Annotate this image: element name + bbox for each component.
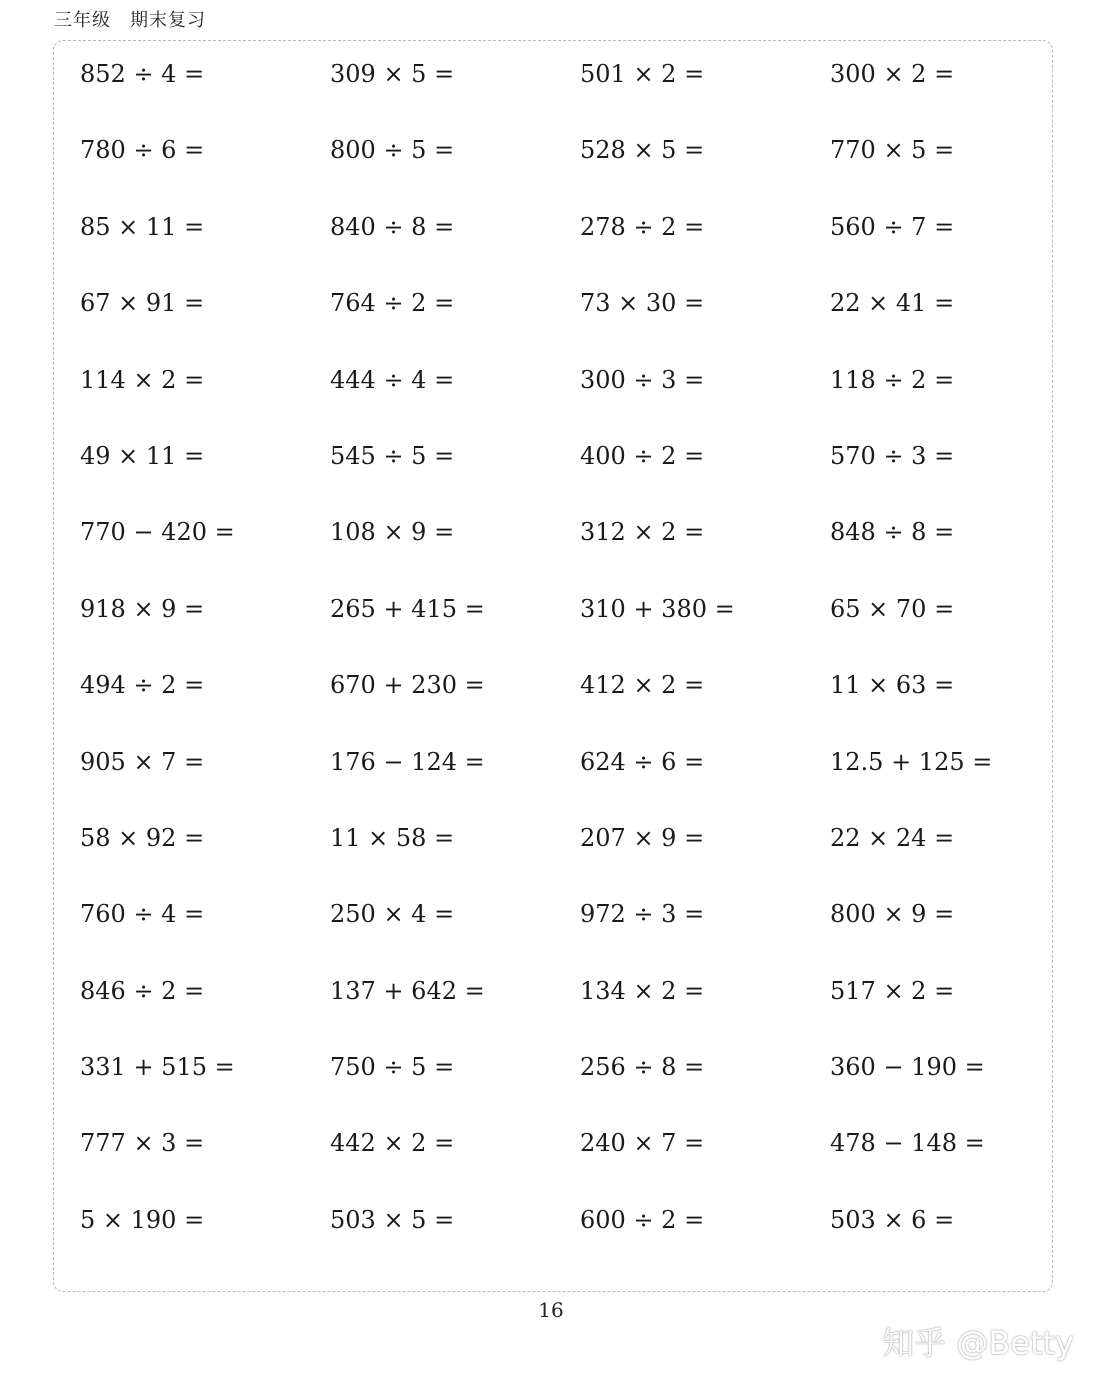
math-problem: 918 × 9 = [80, 594, 205, 623]
math-problem: 11 × 63 = [830, 671, 955, 700]
math-problem: 777 × 3 = [80, 1129, 205, 1158]
math-problem: 972 ÷ 3 = [580, 900, 705, 929]
math-problem: 770 × 5 = [830, 136, 955, 165]
math-problem: 848 ÷ 8 = [830, 518, 955, 547]
math-problem: 800 × 9 = [830, 900, 955, 929]
page-header-title: 三年级 期末复习 [54, 10, 206, 31]
math-problem: 545 ÷ 5 = [330, 441, 455, 470]
math-problem: 309 × 5 = [330, 60, 455, 88]
math-problem: 176 − 124 = [330, 747, 485, 776]
math-problem: 22 × 41 = [830, 289, 955, 318]
math-problem: 444 ÷ 4 = [330, 365, 455, 394]
math-problem: 600 ÷ 2 = [580, 1205, 705, 1234]
math-problem: 67 × 91 = [80, 289, 205, 318]
math-problem: 137 + 642 = [330, 976, 485, 1005]
math-problem: 494 ÷ 2 = [80, 671, 205, 700]
problem-grid [80, 55, 1040, 1277]
math-problem: 560 ÷ 7 = [830, 212, 955, 241]
math-problem: 12.5 + 125 = [830, 747, 993, 776]
math-problem: 207 × 9 = [580, 823, 705, 852]
math-problem: 265 + 415 = [330, 594, 485, 623]
math-problem: 85 × 11 = [80, 212, 205, 241]
math-problem: 528 × 5 = [580, 136, 705, 165]
math-problem: 310 + 380 = [580, 594, 735, 623]
math-problem: 58 × 92 = [80, 823, 205, 852]
math-problem: 300 ÷ 3 = [580, 365, 705, 394]
math-problem: 73 × 30 = [580, 289, 705, 318]
math-problem: 300 × 2 = [830, 60, 955, 88]
math-problem: 800 ÷ 5 = [330, 136, 455, 165]
math-problem: 49 × 11 = [80, 441, 205, 470]
math-problem: 846 ÷ 2 = [80, 976, 205, 1005]
math-problem: 108 × 9 = [330, 518, 455, 547]
page-number: 16 [538, 1298, 564, 1322]
math-problem: 442 × 2 = [330, 1129, 455, 1158]
math-problem: 278 ÷ 2 = [580, 212, 705, 241]
math-problem: 570 ÷ 3 = [830, 441, 955, 470]
problem-box [53, 40, 1053, 1292]
math-problem: 11 × 58 = [330, 823, 455, 852]
math-problem: 250 × 4 = [330, 900, 455, 929]
math-problem: 780 ÷ 6 = [80, 136, 205, 165]
math-problem: 840 ÷ 8 = [330, 212, 455, 241]
math-problem: 670 + 230 = [330, 671, 485, 700]
math-problem: 240 × 7 = [580, 1129, 705, 1158]
math-problem: 331 + 515 = [80, 1053, 235, 1082]
math-problem: 400 ÷ 2 = [580, 441, 705, 470]
math-problem: 501 × 2 = [580, 60, 705, 88]
math-problem: 114 × 2 = [80, 365, 205, 394]
math-problem: 503 × 5 = [330, 1205, 455, 1234]
math-problem: 764 ÷ 2 = [330, 289, 455, 318]
math-problem: 256 ÷ 8 = [580, 1053, 705, 1082]
math-problem: 360 − 190 = [830, 1053, 985, 1082]
math-problem: 624 ÷ 6 = [580, 747, 705, 776]
math-problem: 852 ÷ 4 = [80, 60, 205, 88]
watermark: 知乎 @Betty [882, 1324, 1074, 1362]
math-problem: 760 ÷ 4 = [80, 900, 205, 929]
math-problem: 22 × 24 = [830, 823, 955, 852]
math-problem: 134 × 2 = [580, 976, 705, 1005]
math-problem: 503 × 6 = [830, 1205, 955, 1234]
math-problem: 770 − 420 = [80, 518, 235, 547]
math-problem: 478 − 148 = [830, 1129, 985, 1158]
math-problem: 750 ÷ 5 = [330, 1053, 455, 1082]
math-problem: 905 × 7 = [80, 747, 205, 776]
math-problem: 312 × 2 = [580, 518, 705, 547]
math-problem: 5 × 190 = [80, 1205, 205, 1234]
math-problem: 412 × 2 = [580, 671, 705, 700]
math-problem: 517 × 2 = [830, 976, 955, 1005]
math-problem: 118 ÷ 2 = [830, 365, 955, 394]
math-problem: 65 × 70 = [830, 594, 955, 623]
